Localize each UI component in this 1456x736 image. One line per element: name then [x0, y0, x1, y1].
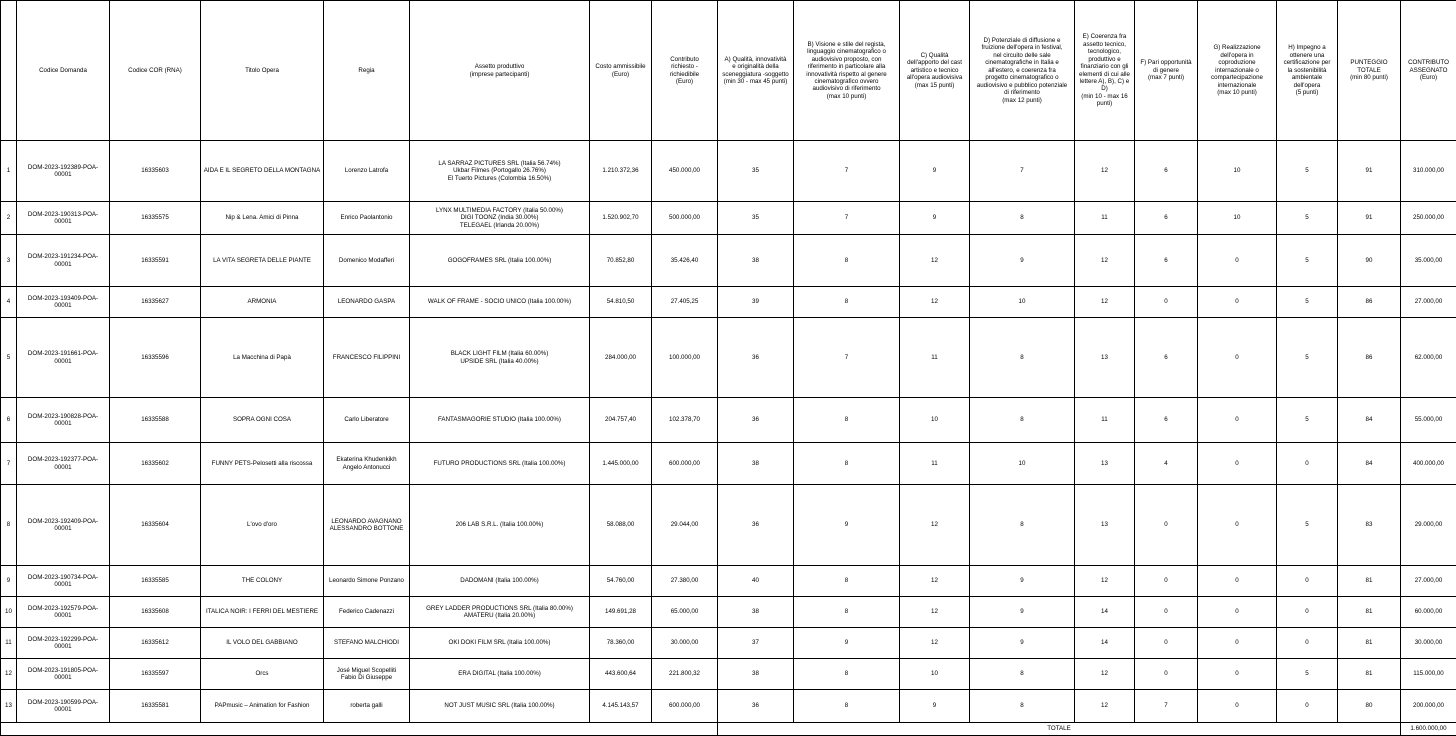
- cell-assetto: GOGOFRAMES SRL (Italia 100.00%): [410, 235, 590, 287]
- cell-assetto: OKI DOKI FILM SRL (Italia 100.00%): [410, 628, 590, 659]
- cell-assetto: GREY LADDER PRODUCTIONS SRL (Italia 80.00%) AMATERU (Italia 20.00%): [410, 597, 590, 628]
- cell-e: 12: [1075, 287, 1135, 318]
- column-header-11: D) Potenziale di diffusione e fruizione dell'opera in festival, nel circuito delle sale cinematografiche in Italia e all'estero, e coerenza fra progetto cinematografico o audiovisivo e pubblico potenziale di riferimento (max 12 punti): [970, 1, 1075, 141]
- column-header-15: H) Impegno a ottenere una certificazione per la sostenibilità ambientale dell'opera (5 punti): [1277, 1, 1338, 141]
- cell-code: DOM-2023-190828-POA- 00001: [17, 398, 110, 443]
- cell-c: 11: [900, 443, 970, 485]
- cell-h: 5: [1277, 235, 1338, 287]
- cell-a: 39: [718, 287, 794, 318]
- cell-costo: 284.000,00: [590, 318, 652, 398]
- cell-d: 8: [970, 318, 1075, 398]
- cell-assegnato: 35.000,00: [1401, 235, 1456, 287]
- cell-g: 0: [1198, 318, 1277, 398]
- cell-n: 6: [1, 398, 17, 443]
- cell-h: 5: [1277, 141, 1338, 202]
- cell-d: 9: [970, 597, 1075, 628]
- cell-n: 3: [1, 235, 17, 287]
- cell-d: 8: [970, 485, 1075, 566]
- cell-b: 8: [794, 287, 900, 318]
- cell-c: 12: [900, 235, 970, 287]
- column-header-2: Codice COR (RNA): [110, 1, 201, 141]
- cell-title: IL VOLO DEL GABBIANO: [201, 628, 324, 659]
- cell-regia: Federico Cadenazzi: [324, 597, 410, 628]
- cell-richiesto: 29.044,00: [652, 485, 718, 566]
- cell-richiesto: 30.000,00: [652, 628, 718, 659]
- cell-regia: Domenico Modafferi: [324, 235, 410, 287]
- cell-regia: José Miguel Scopelliti Fabio Di Giuseppe: [324, 659, 410, 690]
- cell-tot: 91: [1338, 202, 1401, 235]
- table-row: [1, 141, 1456, 202]
- cell-d: 10: [970, 443, 1075, 485]
- cell-cor: 16335597: [110, 659, 201, 690]
- cell-d: 8: [970, 202, 1075, 235]
- cell-regia: FRANCESCO FILIPPINI: [324, 318, 410, 398]
- cell-assegnato: 55.000,00: [1401, 398, 1456, 443]
- cell-regia: Leonardo Simone Ponzano: [324, 566, 410, 597]
- cell-cor: 16335604: [110, 485, 201, 566]
- cell-assetto: BLACK LIGHT FILM (Italia 60.00%) UPSIDE SRL (Italia 40.00%): [410, 318, 590, 398]
- cell-g: 0: [1198, 566, 1277, 597]
- column-header-1: Codice Domanda: [17, 1, 110, 141]
- table-row: [1, 287, 1456, 318]
- cell-costo: 1.520.902,70: [590, 202, 652, 235]
- cell-e: 12: [1075, 235, 1135, 287]
- cell-b: 7: [794, 141, 900, 202]
- cell-cor: 16335603: [110, 141, 201, 202]
- cell-title: ARMONIA: [201, 287, 324, 318]
- cell-costo: 54.760,00: [590, 566, 652, 597]
- cell-costo: 149.691,28: [590, 597, 652, 628]
- cell-e: 12: [1075, 659, 1135, 690]
- cell-regia: STEFANO MALCHIODI: [324, 628, 410, 659]
- cell-b: 8: [794, 659, 900, 690]
- cell-f: 6: [1135, 202, 1198, 235]
- cell-cor: 16335596: [110, 318, 201, 398]
- cell-cor: 16335627: [110, 287, 201, 318]
- cell-richiesto: 27.380,00: [652, 566, 718, 597]
- cell-h: 5: [1277, 398, 1338, 443]
- cell-b: 8: [794, 566, 900, 597]
- total-value: 1.600.000,00: [1401, 723, 1456, 736]
- cell-n: 5: [1, 318, 17, 398]
- cell-f: 0: [1135, 566, 1198, 597]
- cell-assetto: ERA DIGITAL (Italia 100.00%): [410, 659, 590, 690]
- column-header-8: A) Qualità, innovatività e originalità della sceneggiatura -soggetto (min 30 - max 45 punti): [718, 1, 794, 141]
- total-label: TOTALE: [718, 723, 1401, 736]
- cell-tot: 84: [1338, 443, 1401, 485]
- cell-cor: 16335588: [110, 398, 201, 443]
- cell-assegnato: 27.000,00: [1401, 566, 1456, 597]
- cell-code: DOM-2023-191805-POA- 00001: [17, 659, 110, 690]
- cell-n: 1: [1, 141, 17, 202]
- cell-n: 4: [1, 287, 17, 318]
- cell-regia: LEONARDO AVAGNANO ALESSANDRO BOTTONE: [324, 485, 410, 566]
- cell-costo: 1.210.372,36: [590, 141, 652, 202]
- column-header-14: G) Realizzazione dell'opera in coproduzione internazionale o compartecipazione internazionale (max 10 punti): [1198, 1, 1277, 141]
- cell-tot: 86: [1338, 318, 1401, 398]
- cell-richiesto: 221.800,32: [652, 659, 718, 690]
- cell-g: 0: [1198, 443, 1277, 485]
- cell-code: DOM-2023-192389-POA- 00001: [17, 141, 110, 202]
- cell-title: Nip & Lena. Amici di Pinna: [201, 202, 324, 235]
- header-row: [1, 1, 1456, 141]
- cell-tot: 84: [1338, 398, 1401, 443]
- cell-assetto: LA SARRAZ PICTURES SRL (Italia 56.74%) Ukbar Filmes (Portogallo 26.76%) El Tuerto Pictures (Colombia 16.50%): [410, 141, 590, 202]
- cell-regia: Enrico Paolantonio: [324, 202, 410, 235]
- cell-regia: roberta galli: [324, 690, 410, 723]
- cell-g: 0: [1198, 597, 1277, 628]
- cell-g: 0: [1198, 628, 1277, 659]
- cell-title: AIDA E IL SEGRETO DELLA MONTAGNA: [201, 141, 324, 202]
- cell-f: 0: [1135, 659, 1198, 690]
- table-row: [1, 485, 1456, 566]
- cell-code: DOM-2023-190599-POA- 00001: [17, 690, 110, 723]
- cell-code: DOM-2023-190734-POA- 00001: [17, 566, 110, 597]
- cell-assegnato: 27.000,00: [1401, 287, 1456, 318]
- cell-a: 36: [718, 485, 794, 566]
- cell-n: 9: [1, 566, 17, 597]
- cell-cor: 16335591: [110, 235, 201, 287]
- table-row: [1, 318, 1456, 398]
- cell-cor: 16335608: [110, 597, 201, 628]
- cell-cor: 16335612: [110, 628, 201, 659]
- cell-b: 8: [794, 235, 900, 287]
- cell-c: 12: [900, 597, 970, 628]
- cell-richiesto: 27.405,25: [652, 287, 718, 318]
- column-header-17: CONTRIBUTO ASSEGNATO (Euro): [1401, 1, 1456, 141]
- column-header-3: Titolo Opera: [201, 1, 324, 141]
- table-row: [1, 235, 1456, 287]
- cell-d: 8: [970, 659, 1075, 690]
- cell-c: 12: [900, 566, 970, 597]
- cell-a: 35: [718, 202, 794, 235]
- cell-c: 9: [900, 141, 970, 202]
- cell-n: 13: [1, 690, 17, 723]
- cell-f: 6: [1135, 318, 1198, 398]
- cell-b: 8: [794, 690, 900, 723]
- cell-code: DOM-2023-192299-POA- 00001: [17, 628, 110, 659]
- cell-richiesto: 600.000,00: [652, 690, 718, 723]
- cell-a: 36: [718, 690, 794, 723]
- column-header-0: [1, 1, 17, 141]
- cell-costo: 4.145.143,57: [590, 690, 652, 723]
- cell-assetto: DADOMANI (Italia 100.00%): [410, 566, 590, 597]
- cell-h: 5: [1277, 287, 1338, 318]
- cell-d: 8: [970, 398, 1075, 443]
- cell-h: 5: [1277, 202, 1338, 235]
- cell-e: 12: [1075, 690, 1135, 723]
- cell-a: 40: [718, 566, 794, 597]
- cell-n: 11: [1, 628, 17, 659]
- cell-title: FUNNY PETS-Pelosetti alla riscossa: [201, 443, 324, 485]
- table-row: [1, 566, 1456, 597]
- cell-e: 13: [1075, 318, 1135, 398]
- cell-b: 7: [794, 318, 900, 398]
- table-row: [1, 628, 1456, 659]
- cell-richiesto: 35.426,40: [652, 235, 718, 287]
- cell-f: 6: [1135, 141, 1198, 202]
- cell-a: 38: [718, 235, 794, 287]
- cell-d: 8: [970, 690, 1075, 723]
- cell-assegnato: 29.000,00: [1401, 485, 1456, 566]
- column-header-13: F) Pari opportunità di genere (max 7 punti): [1135, 1, 1198, 141]
- cell-n: 7: [1, 443, 17, 485]
- cell-e: 13: [1075, 443, 1135, 485]
- table-row: [1, 398, 1456, 443]
- cell-a: 36: [718, 318, 794, 398]
- cell-assegnato: 30.000,00: [1401, 628, 1456, 659]
- cell-h: 0: [1277, 566, 1338, 597]
- cell-h: 5: [1277, 485, 1338, 566]
- cell-e: 13: [1075, 485, 1135, 566]
- cell-regia: Ekaterina Khudenkikh Angelo Antonucci: [324, 443, 410, 485]
- cell-c: 12: [900, 628, 970, 659]
- cell-e: 12: [1075, 566, 1135, 597]
- cell-b: 9: [794, 628, 900, 659]
- cell-richiesto: 100.000,00: [652, 318, 718, 398]
- cell-cor: 16335575: [110, 202, 201, 235]
- cell-costo: 1.445.000,00: [590, 443, 652, 485]
- column-header-16: PUNTEGGIO TOTALE (min 80 punti): [1338, 1, 1401, 141]
- cell-c: 10: [900, 659, 970, 690]
- cell-g: 0: [1198, 485, 1277, 566]
- cell-assegnato: 115.000,00: [1401, 659, 1456, 690]
- table-row: [1, 690, 1456, 723]
- cell-title: SOPRA OGNI COSA: [201, 398, 324, 443]
- cell-f: 0: [1135, 287, 1198, 318]
- cell-assetto: WALK OF FRAME - SOCIO UNICO (Italia 100.00%): [410, 287, 590, 318]
- cell-title: PAPmusic – Animation for Fashion: [201, 690, 324, 723]
- cell-assegnato: 310.000,00: [1401, 141, 1456, 202]
- cell-title: ITALICA NOIR: I FERRI DEL MESTIERE: [201, 597, 324, 628]
- cell-f: 4: [1135, 443, 1198, 485]
- cell-a: 38: [718, 443, 794, 485]
- cell-cor: 16335602: [110, 443, 201, 485]
- cell-e: 12: [1075, 141, 1135, 202]
- cell-f: 0: [1135, 485, 1198, 566]
- column-header-6: Costo ammissibile (Euro): [590, 1, 652, 141]
- cell-a: 38: [718, 659, 794, 690]
- cell-a: 37: [718, 628, 794, 659]
- cell-code: DOM-2023-191661-POA- 00001: [17, 318, 110, 398]
- cell-costo: 58.088,00: [590, 485, 652, 566]
- cell-h: 0: [1277, 443, 1338, 485]
- cell-e: 11: [1075, 398, 1135, 443]
- cell-c: 11: [900, 318, 970, 398]
- cell-c: 12: [900, 287, 970, 318]
- cell-costo: 204.757,40: [590, 398, 652, 443]
- cell-b: 7: [794, 202, 900, 235]
- cell-g: 0: [1198, 235, 1277, 287]
- cell-assetto: NOT JUST MUSIC SRL (Italia 100.00%): [410, 690, 590, 723]
- cell-cor: 16335581: [110, 690, 201, 723]
- cell-assetto: 206 LAB S.R.L. (Italia 100.00%): [410, 485, 590, 566]
- cell-f: 0: [1135, 628, 1198, 659]
- cell-b: 8: [794, 443, 900, 485]
- cell-d: 9: [970, 628, 1075, 659]
- cell-f: 7: [1135, 690, 1198, 723]
- cell-tot: 90: [1338, 235, 1401, 287]
- cell-tot: 86: [1338, 287, 1401, 318]
- column-header-5: Assetto produttivo (imprese partecipanti): [410, 1, 590, 141]
- cell-f: 6: [1135, 235, 1198, 287]
- cell-g: 0: [1198, 659, 1277, 690]
- cell-g: 0: [1198, 398, 1277, 443]
- cell-costo: 78.360,00: [590, 628, 652, 659]
- column-header-7: Contributo richiesto - richiedibile (Euro): [652, 1, 718, 141]
- cell-assetto: FUTURO PRODUCTIONS SRL (Italia 100.00%): [410, 443, 590, 485]
- cell-c: 9: [900, 690, 970, 723]
- cell-e: 14: [1075, 597, 1135, 628]
- cell-d: 7: [970, 141, 1075, 202]
- cell-regia: Carlo Liberatore: [324, 398, 410, 443]
- cell-f: 6: [1135, 398, 1198, 443]
- cell-n: 10: [1, 597, 17, 628]
- cell-tot: 81: [1338, 566, 1401, 597]
- cell-tot: 81: [1338, 628, 1401, 659]
- cell-d: 9: [970, 235, 1075, 287]
- column-header-4: Regia: [324, 1, 410, 141]
- table-row: [1, 202, 1456, 235]
- cell-c: 9: [900, 202, 970, 235]
- cell-f: 0: [1135, 597, 1198, 628]
- column-header-10: C) Qualità dell'apporto del cast artistico e tecnico all'opera audiovisiva (max 15 punti): [900, 1, 970, 141]
- cell-tot: 81: [1338, 659, 1401, 690]
- cell-assegnato: 62.000,00: [1401, 318, 1456, 398]
- cell-costo: 443.600,64: [590, 659, 652, 690]
- cell-d: 10: [970, 287, 1075, 318]
- cell-g: 0: [1198, 287, 1277, 318]
- cell-code: DOM-2023-192377-POA- 00001: [17, 443, 110, 485]
- cell-a: 36: [718, 398, 794, 443]
- cell-assegnato: 250.000,00: [1401, 202, 1456, 235]
- cell-h: 0: [1277, 628, 1338, 659]
- cell-h: 0: [1277, 597, 1338, 628]
- cell-code: DOM-2023-192409-POA- 00001: [17, 485, 110, 566]
- cell-b: 8: [794, 398, 900, 443]
- cell-a: 35: [718, 141, 794, 202]
- cell-assetto: LYNX MULTIMEDIA FACTORY (Italia 50.00%) DIGI TOONZ (India 30.00%) TELEGAEL (Irlanda 20.00%): [410, 202, 590, 235]
- cell-tot: 91: [1338, 141, 1401, 202]
- cell-title: THE COLONY: [201, 566, 324, 597]
- cell-assetto: FANTASMAGORIE STUDIO (Italia 100.00%): [410, 398, 590, 443]
- cell-richiesto: 450.000,00: [652, 141, 718, 202]
- cell-assegnato: 200.000,00: [1401, 690, 1456, 723]
- cell-e: 11: [1075, 202, 1135, 235]
- cell-g: 10: [1198, 202, 1277, 235]
- cell-richiesto: 500.000,00: [652, 202, 718, 235]
- cell-d: 9: [970, 566, 1075, 597]
- cell-e: 14: [1075, 628, 1135, 659]
- cell-n: 12: [1, 659, 17, 690]
- table-row: [1, 597, 1456, 628]
- cell-code: DOM-2023-191234-POA- 00001: [17, 235, 110, 287]
- cell-a: 38: [718, 597, 794, 628]
- cell-assegnato: 400.000,00: [1401, 443, 1456, 485]
- cell-title: Orcs: [201, 659, 324, 690]
- cell-title: LA VITA SEGRETA DELLE PIANTE: [201, 235, 324, 287]
- cell-c: 12: [900, 485, 970, 566]
- cell-regia: LEONARDO GASPA: [324, 287, 410, 318]
- column-header-12: E) Coerenza fra assetto tecnico, tecnologico, produttivo e finanziario con gli elementi di cui alle lettere A), B), C) e D) (min 10 - max 16 punti): [1075, 1, 1135, 141]
- cell-code: DOM-2023-192579-POA- 00001: [17, 597, 110, 628]
- cell-code: DOM-2023-190313-POA- 00001: [17, 202, 110, 235]
- cell-richiesto: 600.000,00: [652, 443, 718, 485]
- cell-regia: Lorenzo Latrofa: [324, 141, 410, 202]
- cell-title: L'ovo d'oro: [201, 485, 324, 566]
- cell-title: La Macchina di Papà: [201, 318, 324, 398]
- cell-n: 8: [1, 485, 17, 566]
- column-header-9: B) Visione e stile del regista, linguaggio cinematografico o audiovisivo proposto, con riferimento in particolare alla innovatività rispetto al genere cinematografico ovvero audiovisivo di riferimento (max 10 punti): [794, 1, 900, 141]
- cell-tot: 81: [1338, 597, 1401, 628]
- cell-code: DOM-2023-193409-POA- 00001: [17, 287, 110, 318]
- cell-costo: 54.810,50: [590, 287, 652, 318]
- cell-richiesto: 65.000,00: [652, 597, 718, 628]
- cell-h: 5: [1277, 318, 1338, 398]
- cell-richiesto: 102.378,70: [652, 398, 718, 443]
- cell-costo: 70.852,80: [590, 235, 652, 287]
- cell-cor: 16335585: [110, 566, 201, 597]
- cell-n: 2: [1, 202, 17, 235]
- cell-g: 10: [1198, 141, 1277, 202]
- cell-assegnato: 60.000,00: [1401, 597, 1456, 628]
- cell-h: 0: [1277, 690, 1338, 723]
- cell-b: 8: [794, 597, 900, 628]
- cell-b: 9: [794, 485, 900, 566]
- cell-c: 10: [900, 398, 970, 443]
- cell-h: 5: [1277, 659, 1338, 690]
- table-row: [1, 443, 1456, 485]
- cell-g: 0: [1198, 690, 1277, 723]
- table-row: [1, 659, 1456, 690]
- cell-tot: 83: [1338, 485, 1401, 566]
- cell-tot: 80: [1338, 690, 1401, 723]
